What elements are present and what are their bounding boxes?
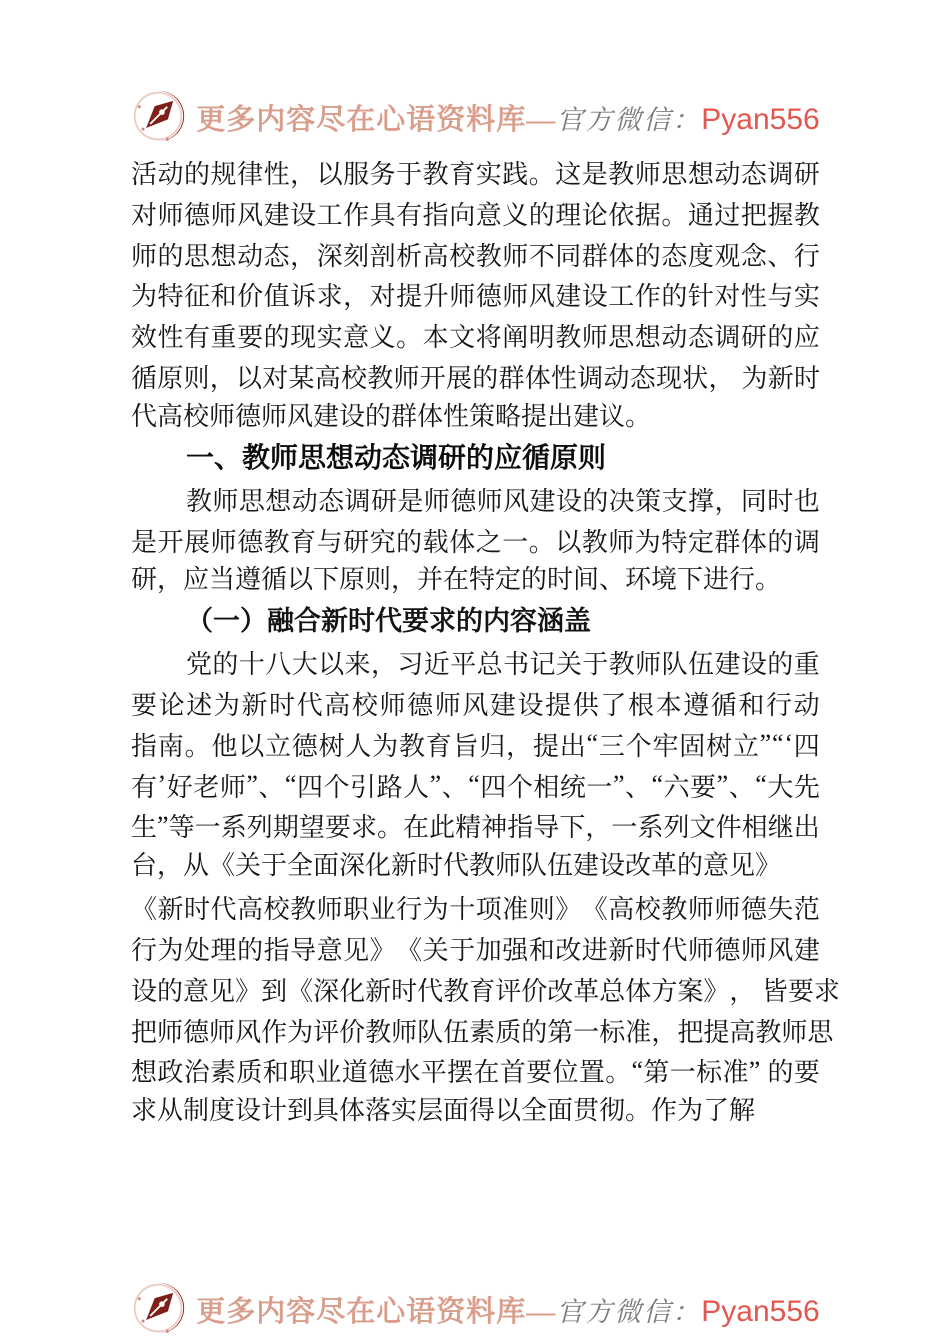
- text-line: 循 原 则 ， 以 对 某 高 校 教 师 开 展 的 群 体 性 调 动 态 现 状 ， 为 新 时: [131, 364, 820, 394]
- watermark-account: Pyan556: [701, 102, 820, 136]
- pen-logo-icon: [130, 1280, 186, 1338]
- watermark-text: [196, 1289, 819, 1330]
- watermark-label: 官方微信：: [556, 104, 702, 135]
- text-line: 生 ” 等 一 系 列 期 望 要 求 。 在 此 精 神 指 导 下 ， 一 系 列 文 件 相 继 出: [131, 810, 820, 843]
- heading-h1: 一、教师思想动态调研的应循原则: [186, 441, 607, 473]
- text-line: 研，应当遵循以下原则，并在特定的时间、环境下进行。: [131, 565, 782, 595]
- text-line: 活 动 的 规 律 性 ， 以 服 务 于 教 育 实 践 。 这 是 教 师 思 想 动 态 调 研: [131, 159, 820, 189]
- watermark-account: Pyan556: [701, 1294, 820, 1328]
- document-body: [131, 152, 840, 1132]
- text-line: 为 特 征 和 价 值 诉 求 ， 对 提 升 师 德 师 风 建 设 工 作 的 针 对 性 与 实: [131, 282, 820, 312]
- text-line: 代高校师德师风建设的群体性策略提出建议。: [131, 402, 652, 432]
- text-line: 有 ’ 好 老 师 ” 、 “ 四 个 引 路 人 ” 、 “ 四 个 相 统 一 ” 、 “ 六 要 ” 、 “ 大 先: [131, 770, 820, 802]
- heading-h2: （一）融合新时代要求的内容涵盖: [186, 606, 591, 637]
- text-line: 《 新 时 代 高 校 教 师 职 业 行 为 十 项 准 则 》 《 高 校 教 师 师 德 失 范: [131, 895, 820, 925]
- watermark-label: 官方微信：: [556, 1296, 702, 1327]
- text-line: 党 的 十 八 大 以 来 ， 习 近 平 总 书 记 关 于 教 师 队 伍 建 设 的 重: [186, 650, 820, 680]
- text-line: 师 的 思 想 动 态 ， 深 刻 剖 析 高 校 教 师 不 同 群 体 的 态 度 观 念 、 行: [131, 241, 820, 271]
- watermark-text: [196, 97, 819, 138]
- text-line: 效 性 有 重 要 的 现 实 意 义 。 本 文 将 阐 明 教 师 思 想 动 态 调 研 的 应: [131, 323, 820, 353]
- watermark-brand: 更多内容尽在心语资料库—: [196, 1295, 557, 1328]
- header-watermark: [0, 88, 950, 146]
- footer-watermark: [0, 1280, 950, 1338]
- text-line: 把 师 德 师 风 作 为 评 价 教 师 队 伍 素 质 的 第 一 标 准 ， 把 提 高 教 师 思: [131, 1017, 834, 1047]
- text-line: 是 开 展 师 德 教 育 与 研 究 的 载 体 之 一 。 以 教 师 为 特 定 群 体 的 调: [131, 527, 820, 557]
- text-line: 对 师 德 师 风 建 设 工 作 具 有 指 向 意 义 的 理 论 依 据 。 通 过 把 握 教: [131, 200, 820, 230]
- watermark-brand: 更多内容尽在心语资料库—: [196, 103, 557, 136]
- text-line: 台，从《关于全面深化新时代教师队伍建设改革的意见》: [131, 851, 782, 881]
- text-line: 教 师 思 想 动 态 调 研 是 师 德 师 风 建 设 的 决 策 支 撑 ， 同 时 也: [186, 486, 820, 516]
- text-line: 求从制度设计到具体落实层面得以全面贯彻。作为了解: [131, 1096, 756, 1126]
- text-line: 想 政 治 素 质 和 职 业 道 德 水 平 摆 在 首 要 位 置 。 “ 第 一 标 准 ” 的 要: [131, 1055, 820, 1088]
- text-line: 行 为 处 理 的 指 导 意 见 》 《 关 于 加 强 和 改 进 新 时 代 师 德 师 风 建: [131, 935, 820, 965]
- text-line: 指 南 。 他 以 立 德 树 人 为 教 育 旨 归 ， 提 出 “ 三 个 牢 固 树 立 ” “ ‘ 四: [131, 729, 820, 761]
- text-line: 要 论 述 为 新 时 代 高 校 师 德 师 风 建 设 提 供 了 根 本 遵 循 和 行 动: [131, 690, 820, 720]
- text-line: 设 的 意 见 》 到 《 深 化 新 时 代 教 育 评 价 改 革 总 体 方 案 》 ， 皆 要 求: [131, 976, 840, 1006]
- pen-logo-icon: [130, 88, 186, 146]
